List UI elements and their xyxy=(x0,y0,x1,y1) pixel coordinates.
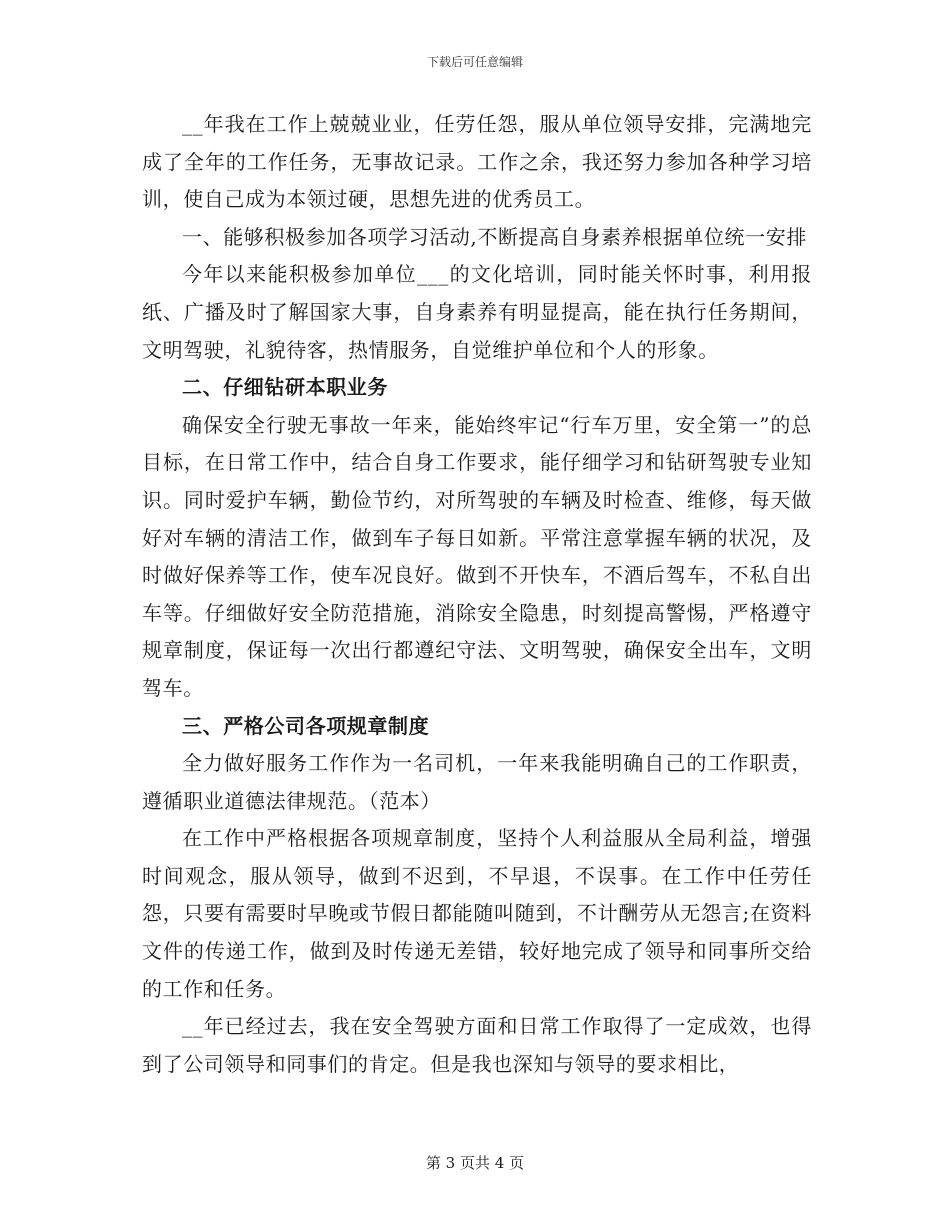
section-one-title: 一、能够积极参加各项学习活动,不断提高自身素养根据单位统一安排 xyxy=(182,224,807,249)
paragraph-safety: 确保安全行驶无事故一年来，能始终牢记“行车万里，安全第一”的总目标，在日常工作中，结合自身工作要求，能仔细学习和钻研驾驶专业知识。同时爱护车辆，勤俭节约，对所驾驶的车辆及时检查、维修，每天做好对车辆的清洁工作，做到车子每日如新。平常注意掌握车辆的状况，及时做好保养等工作，使车况良好。做到不开快车，不酒后驾车，不私自出车等。仔细做好安全防范措施，消除安全隐患，时刻提高警惕，严格遵守规章制度，保证每一次出行都遵纪守法、文明驾驶，确保安全出车，文明驾车。 xyxy=(142,412,812,700)
document-body xyxy=(142,106,812,1083)
paragraph-service: 全力做好服务工作作为一名司机，一年来我能明确自己的工作职责，遵循职业道德法律规范。（范本） xyxy=(142,751,812,813)
paragraph-study: 今年以来能积极参加单位___的文化培训，同时能关怀时事，利用报纸、广播及时了解国家大事，自身素养有明显提高，能在执行任务期间，文明驾驶，礼貌待客，热情服务，自觉维护单位和个人的形象。 xyxy=(142,262,812,362)
page-header-note: 下载后可任意编辑 xyxy=(426,55,523,69)
paragraph-summary: __年已经过去，我在安全驾驶方面和日常工作取得了一定成效，也得到了公司领导和同事们的肯定。但是我也深知与领导的要求相比， xyxy=(142,1014,812,1076)
section-three-heading: 三、严格公司各项规章制度 xyxy=(182,713,430,738)
page-number: 第 3 页共 4 页 xyxy=(425,1154,525,1172)
section-two-heading: 二、仔细钻研本职业务 xyxy=(182,375,388,400)
paragraph-intro: __年我在工作上兢兢业业，任劳任怨，服从单位领导安排，完满地完成了全年的工作任务，无事故记录。工作之余，我还努力参加各种学习培训，使自己成为本领过硬，思想先进的优秀员工。 xyxy=(142,112,812,212)
paragraph-rules: 在工作中严格根据各项规章制度，坚持个人利益服从全局利益，增强时间观念，服从领导，做到不迟到，不早退，不误事。在工作中任劳任怨，只要有需要时早晚或节假日都能随叫随到，不计酬劳从无怨言;在资料文件的传递工作，做到及时传递无差错，较好地完成了领导和同事所交给的工作和任务。 xyxy=(142,826,812,1001)
